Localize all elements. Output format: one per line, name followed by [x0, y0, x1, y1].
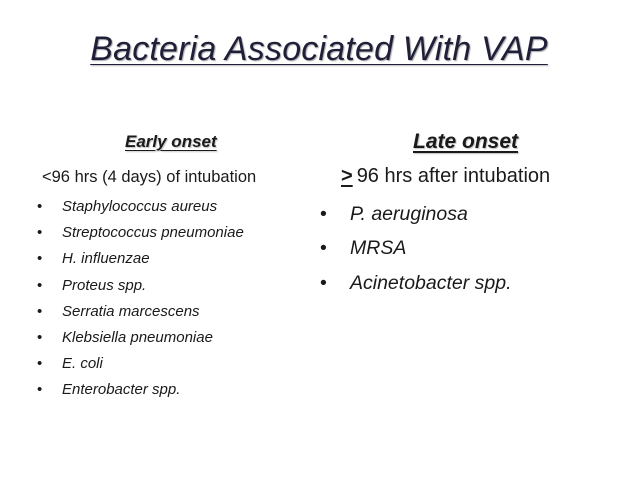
bacteria-name: Serratia marcescens	[62, 302, 200, 320]
list-item	[37, 327, 244, 353]
slide-title: Bacteria Associated With VAP	[90, 30, 548, 68]
bacteria-name: Acinetobacter spp.	[350, 271, 512, 294]
list-item	[320, 200, 512, 234]
bullet-icon: •	[320, 203, 327, 225]
bullet-icon: •	[37, 381, 43, 399]
late-onset-list	[320, 200, 512, 303]
bacteria-name: Proteus spp.	[62, 276, 147, 294]
bacteria-name: Enterobacter spp.	[62, 381, 181, 399]
bullet-icon: •	[320, 271, 327, 294]
late-onset-subtitle-text: 96 hrs after intubation	[356, 165, 551, 187]
bullet-icon: •	[37, 250, 43, 268]
list-item	[37, 222, 244, 248]
early-onset-heading: Early onset	[125, 132, 217, 151]
list-item	[37, 353, 244, 379]
late-onset-heading: Late onset	[413, 130, 519, 153]
list-item	[37, 196, 244, 222]
bacteria-name: P. aeruginosa	[350, 203, 468, 225]
list-item	[37, 275, 244, 301]
bullet-icon: •	[37, 302, 43, 320]
bacteria-name: Streptococcus pneumoniae	[62, 224, 244, 242]
bacteria-name: E. coli	[62, 355, 103, 373]
list-item	[37, 379, 244, 405]
bacteria-name: H. influenzae	[62, 250, 150, 268]
list-item	[37, 301, 244, 327]
late-onset-subtitle	[341, 165, 550, 188]
early-onset-subtitle: <96 hrs (4 days) of intubation	[42, 168, 257, 186]
bullet-icon: •	[37, 224, 43, 242]
greater-than-symbol: >	[341, 165, 353, 187]
early-onset-list	[37, 196, 244, 406]
bullet-icon: •	[37, 355, 43, 373]
bullet-icon: •	[37, 198, 43, 215]
bullet-icon: •	[320, 237, 327, 260]
bacteria-name: MRSA	[350, 237, 407, 260]
bacteria-name: Klebsiella pneumoniae	[62, 328, 213, 346]
list-item	[320, 269, 512, 303]
bacteria-name: Staphylococcus aureus	[62, 198, 218, 215]
list-item	[37, 248, 244, 274]
bullet-icon: •	[37, 276, 43, 294]
bullet-icon: •	[37, 328, 43, 346]
list-item	[320, 234, 512, 268]
